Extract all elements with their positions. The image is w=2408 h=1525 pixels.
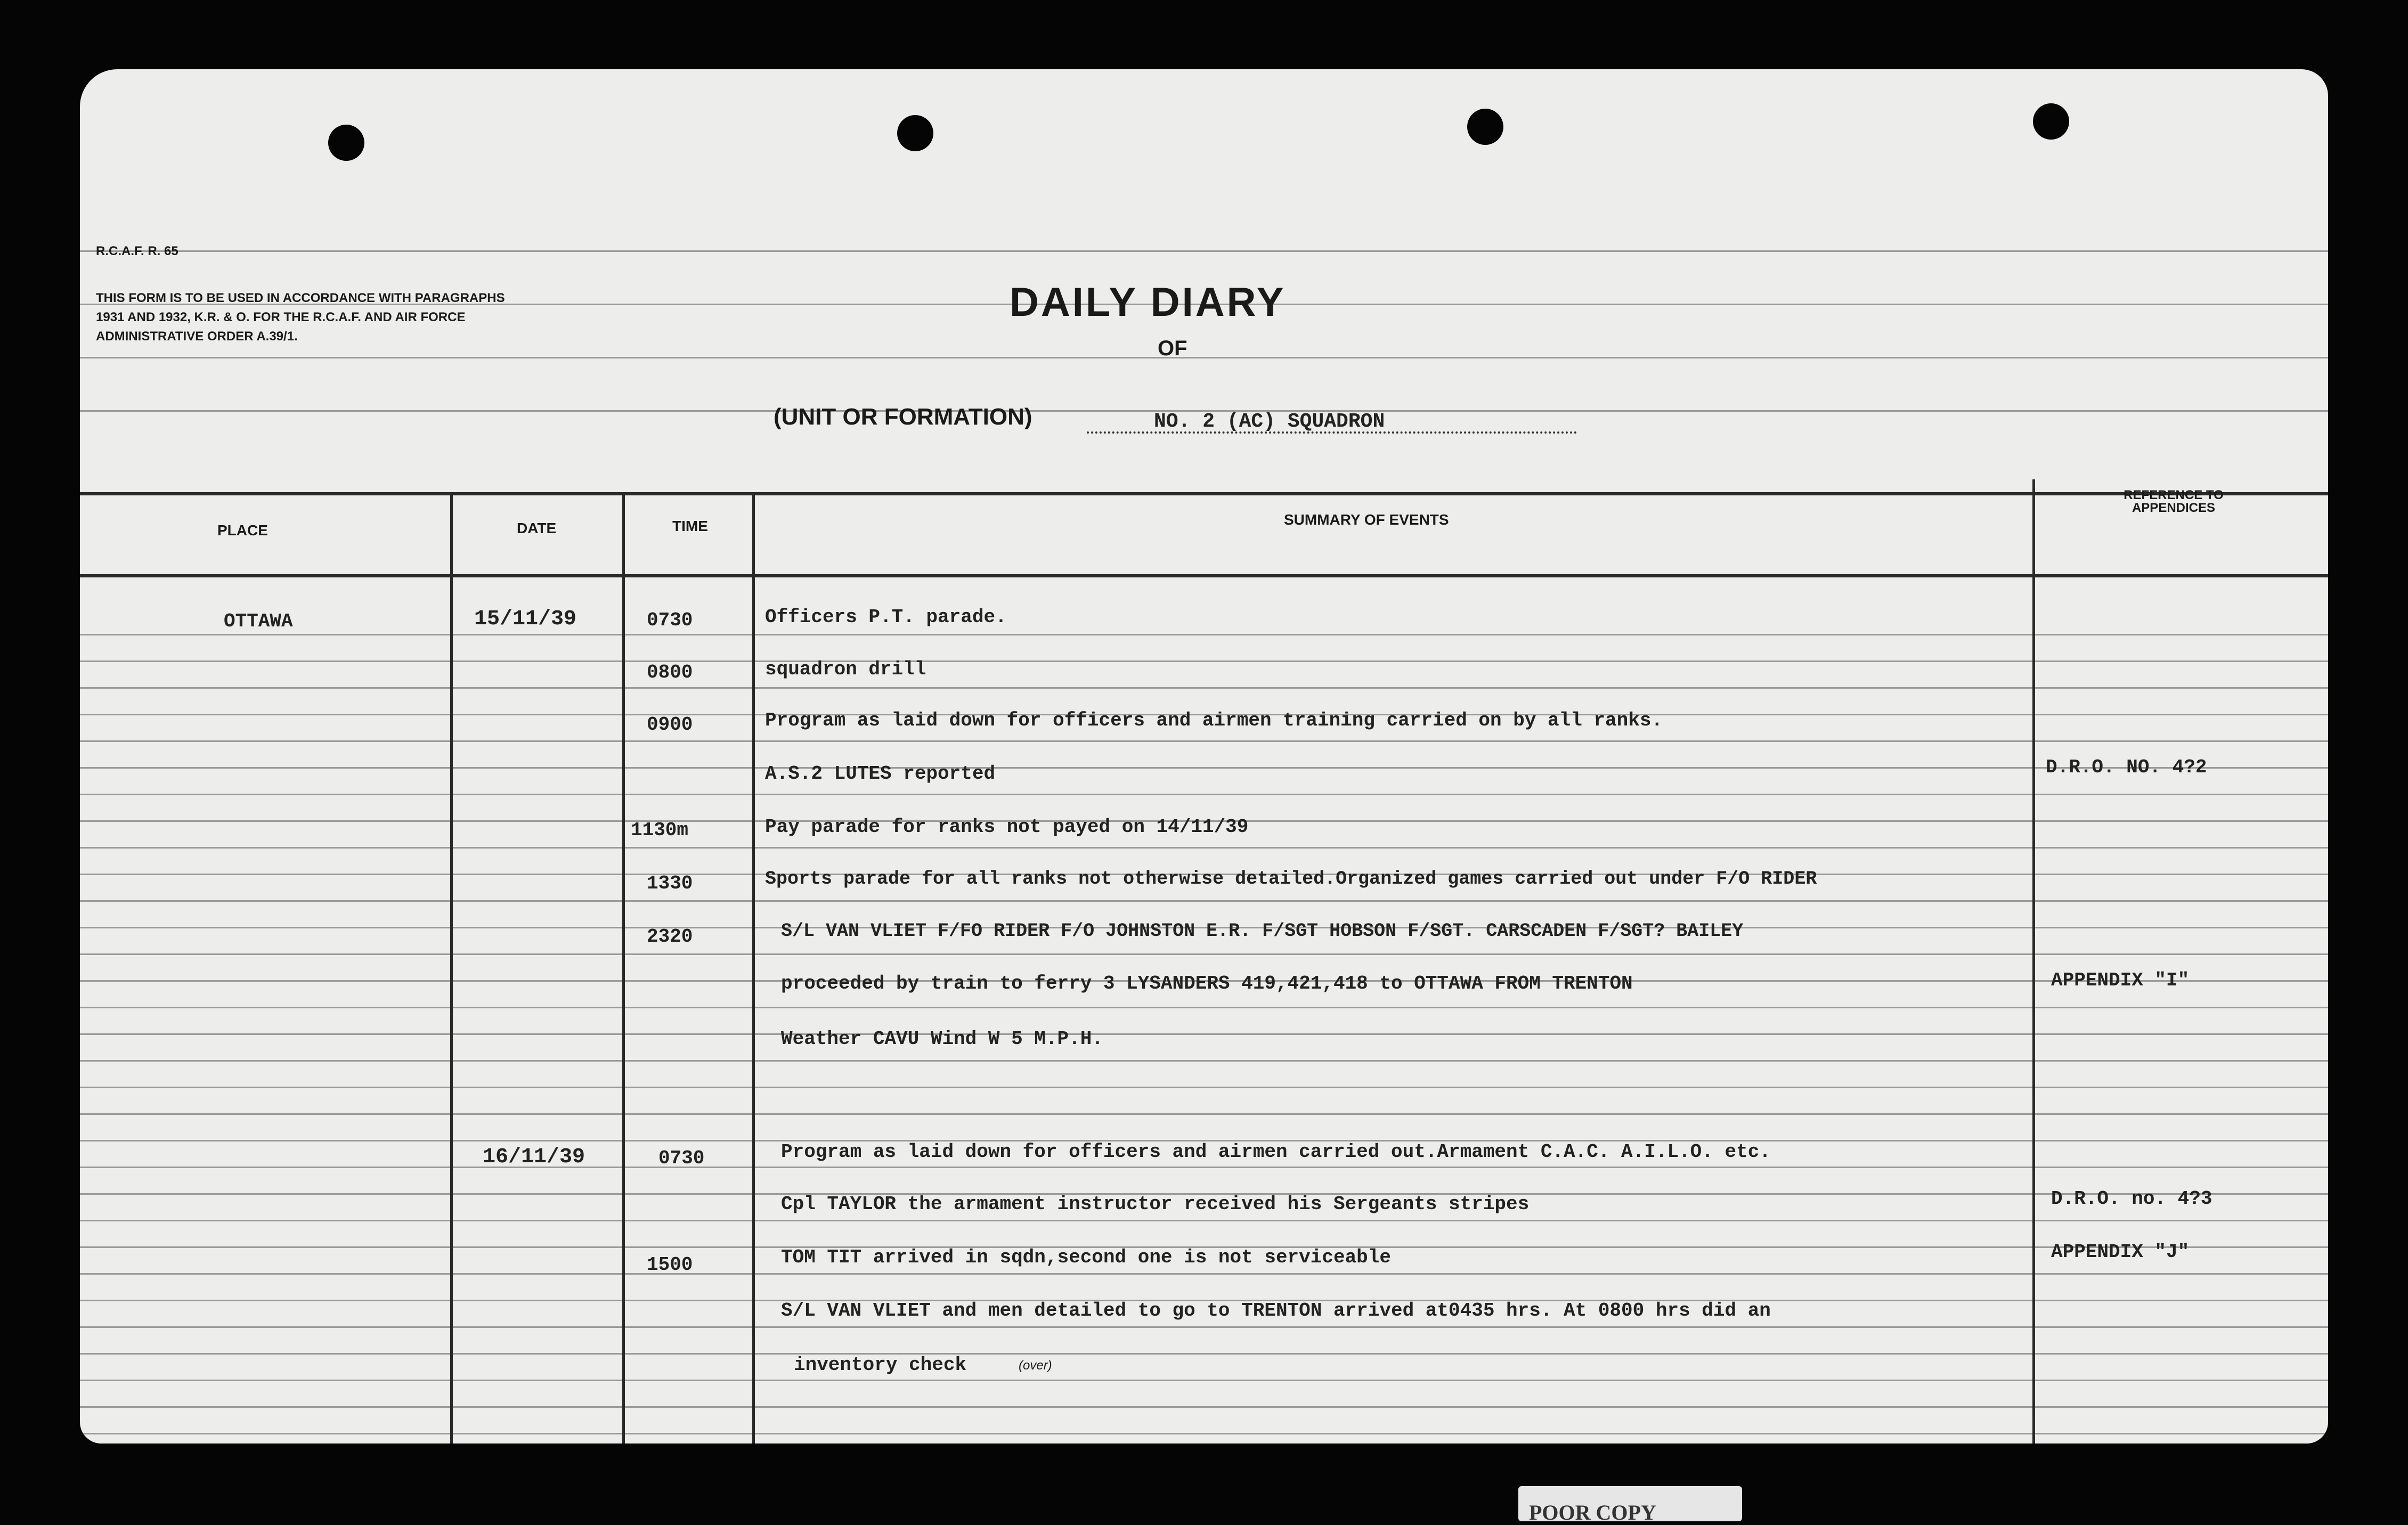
ruled-line [80, 1380, 2328, 1381]
col-divider-summary [2032, 479, 2035, 1444]
poor-copy-stamp: POOR COPY [1518, 1486, 1742, 1521]
ruled-line [80, 1113, 2328, 1115]
entry-summary: inventory check [794, 1354, 967, 1376]
ruled-line [80, 660, 2328, 662]
ruled-line [80, 1353, 2328, 1355]
entry-summary: Cpl TAYLOR the armament instructor received his Sergeants stripes [781, 1193, 1530, 1215]
ruled-line [80, 1007, 2328, 1008]
entry-date: 15/11/39 [474, 607, 577, 631]
punch-hole [328, 125, 364, 161]
entry-time: 2320 [647, 926, 693, 948]
form-code: R.C.A.F. R. 65 [96, 244, 178, 258]
col-divider-date [622, 492, 625, 1444]
ruled-line [80, 1326, 2328, 1328]
ruled-line [80, 687, 2328, 689]
entry-summary: Program as laid down for officers and airmen carried out.Armament C.A.C. A.I.L.O. etc. [781, 1141, 1771, 1163]
col-header-summary: SUMMARY OF EVENTS [1284, 511, 1449, 528]
ruled-line [80, 634, 2328, 635]
unit-value: NO. 2 (AC) SQUADRON [1154, 410, 1385, 433]
entry-time: 1500 [647, 1254, 693, 1276]
ruled-line [80, 1406, 2328, 1408]
diary-form-card [80, 69, 2328, 1444]
punch-hole [897, 115, 933, 151]
continued-note: (over) [1019, 1358, 1052, 1373]
entry-time: 1130m [631, 819, 689, 841]
col-header-place: PLACE [217, 522, 268, 539]
ruled-line [80, 900, 2328, 902]
entry-summary: squadron drill [765, 658, 926, 680]
punch-hole [1467, 109, 1503, 145]
entry-summary: TOM TIT arrived in sqdn,second one is not serviceable [781, 1246, 1391, 1268]
entry-summary: Officers P.T. parade. [765, 606, 1007, 628]
col-header-reference: REFERENCE TO APPENDICES [2124, 488, 2224, 515]
ruled-line [80, 1060, 2328, 1062]
table-header-rule [80, 574, 2328, 577]
ruled-line [80, 1087, 2328, 1088]
diary-of: OF [1158, 337, 1187, 360]
col-header-date: DATE [517, 520, 557, 536]
table-top-rule [80, 492, 2328, 495]
entry-time: 1330 [647, 872, 693, 894]
entry-summary: S/L VAN VLIET and men detailed to go to TRENTON arrived at0435 hrs. At 0800 hrs did an [781, 1300, 1771, 1322]
entry-summary: Pay parade for ranks not payed on 14/11/39 [765, 816, 1249, 838]
diary-title: DAILY DIARY [1010, 280, 1286, 325]
entry-summary: Program as laid down for officers and airmen training carried on by all ranks. [765, 710, 1663, 731]
entry-time: 0800 [647, 662, 693, 683]
entry-summary: S/L VAN VLIET F/FO RIDER F/O JOHNSTON E.R. F/SGT HOBSON F/SGT. CARSCADEN F/SGT? BAILEY [781, 920, 1744, 942]
entry-time: 0730 [658, 1147, 705, 1169]
ruled-line [80, 357, 2328, 358]
ruled-line [80, 1220, 2328, 1221]
ruled-line [80, 1433, 2328, 1434]
entry-summary: Sports parade for all ranks not otherwise detailed.Organized games carried out under F/O RIDER [765, 868, 1817, 890]
ruled-line [80, 250, 2328, 252]
entry-date: 16/11/39 [483, 1145, 585, 1169]
ruled-line [80, 1167, 2328, 1168]
entry-reference: D.R.O. no. 4?3 [2051, 1188, 2212, 1210]
col-divider-time [752, 492, 755, 1444]
punch-hole [2033, 103, 2069, 140]
ruled-line [80, 794, 2328, 795]
ruled-line [80, 1033, 2328, 1035]
ruled-line [80, 847, 2328, 849]
col-header-time: TIME [672, 518, 708, 534]
entry-summary: Weather CAVU Wind W 5 M.P.H. [781, 1028, 1103, 1050]
entry-reference: D.R.O. NO. 4?2 [2046, 756, 2207, 778]
entry-reference: APPENDIX "I" [2051, 969, 2190, 991]
col-divider-place [450, 492, 453, 1444]
entry-time: 0730 [647, 609, 693, 631]
unit-label: (UNIT OR FORMATION) [774, 404, 1032, 430]
form-notice: THIS FORM IS TO BE USED IN ACCORDANCE WITH PARAGRAPHS 1931 AND 1932, K.R. & O. FOR THE R.C.A.F. AND AIR FORCE ADMINISTRATIVE ORDER A.39/1. [96, 291, 505, 344]
entry-summary: A.S.2 LUTES reported [765, 763, 996, 785]
ruled-line [80, 740, 2328, 742]
entry-time: 0900 [647, 714, 693, 736]
ruled-line [80, 767, 2328, 769]
ruled-line [80, 953, 2328, 955]
entry-summary: proceeded by train to ferry 3 LYSANDERS 419,421,418 to OTTAWA FROM TRENTON [781, 973, 1633, 994]
ruled-line [80, 1273, 2328, 1275]
entry-reference: APPENDIX "J" [2051, 1241, 2190, 1263]
entry-place: OTTAWA [224, 610, 293, 632]
